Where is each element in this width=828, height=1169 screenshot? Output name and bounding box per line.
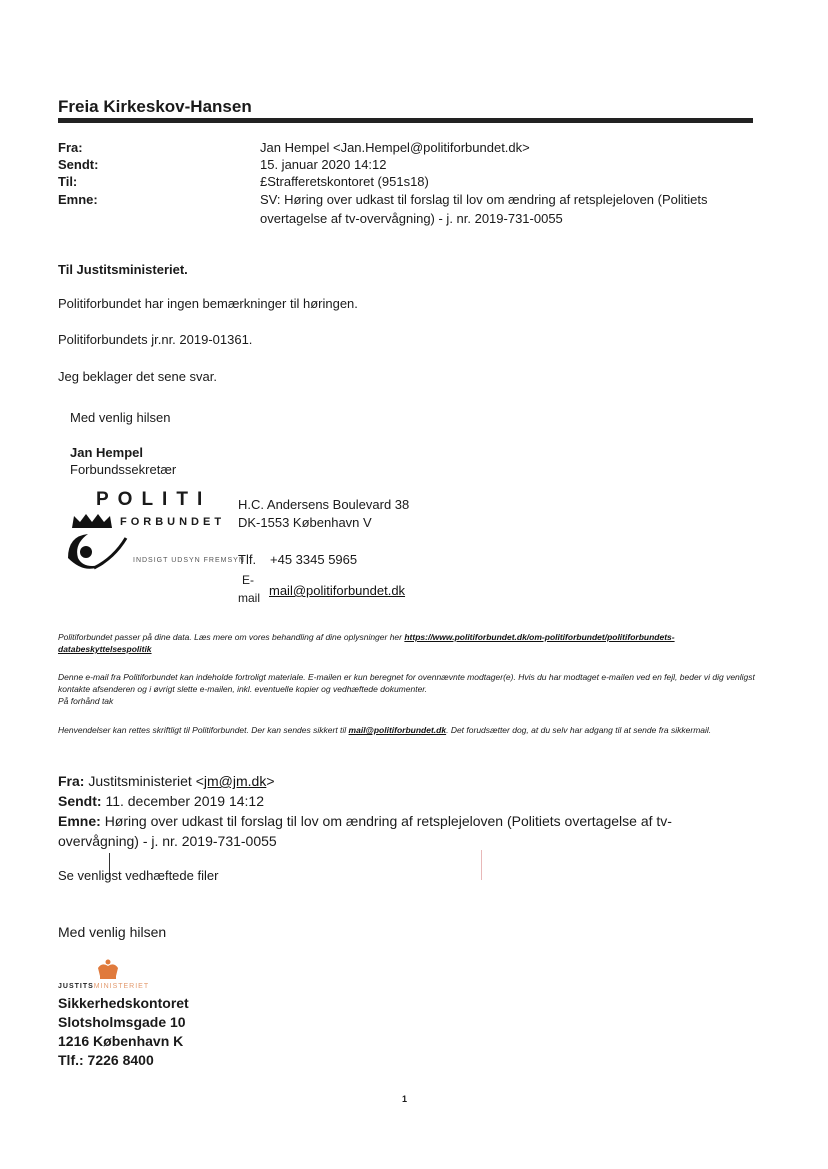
confidential-notice: Denne e-mail fra Politiforbundet kan indeholde fortroligt materiale. E-mailen er kun beregnet for ovennævnte modtager(e). Hvis du har modtaget e-mailen ved en fejl, beder vi dig venligst kontakte afsenderen og i øvrigt slette e-mailen, inkl. eventuelle kopier og vedhæftede dokumenter. xyxy=(58,672,755,694)
fwd-body: Se venligst vedhæftede filer xyxy=(58,868,219,883)
contact-email-label-2: mail xyxy=(238,591,261,605)
signer-title: Forbundssekretær xyxy=(70,462,177,477)
privacy-text: Politiforbundet passer på dine data. Læs mere om vores behandling af dine oplysninger her xyxy=(58,632,405,642)
inquiries-link[interactable]: mail@politiforbundet.dk xyxy=(348,725,447,735)
sent-label: Sendt: xyxy=(58,157,99,172)
contact-street: H.C. Andersens Boulevard 38 xyxy=(238,497,410,512)
sent-value: 15. januar 2020 14:12 xyxy=(260,157,387,172)
contact-city: DK-1553 København V xyxy=(238,515,372,530)
fwd-from-email[interactable]: jm@jm.dk xyxy=(203,773,267,789)
closing: Med venlig hilsen xyxy=(70,410,171,425)
body-line-2: Politiforbundets jr.nr. 2019-01361. xyxy=(58,332,253,347)
header-divider xyxy=(58,118,753,123)
privacy-link[interactable]: https://www.politiforbundet.dk/om-politiforbundet/politiforbundets-databeskyttelsespolitik xyxy=(58,632,675,654)
fwd-subject-label: Emne: xyxy=(58,813,101,829)
to-value: £Strafferetskontoret (951s18) xyxy=(260,174,429,189)
privacy-notice xyxy=(58,631,758,655)
contact-email-link[interactable]: mail@politiforbundet.dk xyxy=(269,583,406,598)
ministry-logo-text xyxy=(58,983,149,990)
from-value: Jan Hempel <Jan.Hempel@politiforbundet.dk> xyxy=(260,140,530,155)
sender-name: Freia Kirkeskov-Hansen xyxy=(58,97,252,116)
royal-crown-icon xyxy=(96,958,120,985)
politi-logo-subtitle: FORBUNDET xyxy=(120,516,226,528)
fwd-closing: Med venlig hilsen xyxy=(58,924,167,940)
ministry-office: Sikkerhedskontoret xyxy=(58,995,189,1011)
fwd-subject xyxy=(58,811,718,851)
from-label: Fra: xyxy=(58,140,83,155)
contact-email-label-1: E- xyxy=(242,573,254,587)
to-label: Til: xyxy=(58,174,78,189)
subject-label: Emne: xyxy=(58,192,98,207)
fwd-from-label: Fra: xyxy=(58,773,85,789)
fwd-sent xyxy=(58,791,718,811)
politi-logo-motto: INDSIGT UDSYN FREMSYN xyxy=(133,557,245,564)
inquiries-notice xyxy=(58,724,758,736)
fwd-subject-value: Høring over udkast til forslag til lov om ændring af retsplejeloven (Politiets overtagelse af tv-overvågning) - j. nr. 2019-731-0055 xyxy=(58,813,672,849)
inquiries-text: Henvendelser kan rettes skriftligt til Politiforbundet. Der kan sendes sikkert til xyxy=(58,725,349,735)
ministry-street: Slotsholmsgade 10 xyxy=(58,1014,186,1030)
fwd-sent-value: 11. december 2019 14:12 xyxy=(105,793,264,809)
scan-mark xyxy=(481,850,482,880)
thanks-note: På forhånd tak xyxy=(58,696,114,706)
politi-logo-title: POLITI xyxy=(96,489,212,510)
contact-phone: +45 3345 5965 xyxy=(270,552,358,567)
inquiries-tail: . Det forudsætter dog, at du selv har adgang til at sende fra sikkermail. xyxy=(446,725,712,735)
body-line-3: Jeg beklager det sene svar. xyxy=(58,369,217,384)
contact-phone-label: Tlf. xyxy=(238,552,257,567)
salutation: Til Justitsministeriet. xyxy=(58,262,188,277)
ministry-city: 1216 København K xyxy=(58,1033,184,1049)
fwd-from xyxy=(58,771,718,791)
fwd-sent-label: Sendt: xyxy=(58,793,102,809)
subject-value: SV: Høring over udkast til forslag til lov om ændring af retsplejeloven (Politiets overtagelse af tv-overvågning) - j. nr. 2019-731-0055 xyxy=(260,192,708,226)
eye-emblem-icon xyxy=(64,528,134,579)
fwd-from-value: Justitsministeriet < xyxy=(88,773,204,789)
ministry-phone: Tlf.: 7226 8400 xyxy=(58,1052,154,1068)
fwd-from-end: > xyxy=(266,773,275,789)
ministry-logo-word-2: MINISTERIET xyxy=(93,983,150,990)
signer-name: Jan Hempel xyxy=(70,445,143,460)
page-number: 1 xyxy=(402,1094,408,1104)
ministry-logo-word-1: JUSTITS xyxy=(58,983,94,990)
body-line-1: Politiforbundet har ingen bemærkninger til høringen. xyxy=(58,296,358,311)
